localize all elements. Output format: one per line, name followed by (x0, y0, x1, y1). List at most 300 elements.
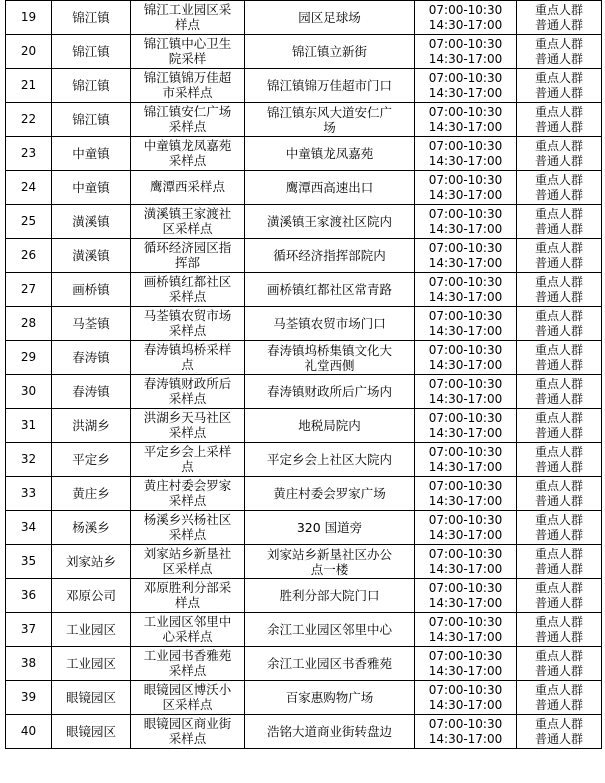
cell-hours-line: 14:30-17:00 (428, 323, 503, 338)
cell-hours (415, 715, 517, 749)
cell-target-group-line: 重点人群 (534, 70, 583, 85)
cell-site-name-line: 点 (181, 356, 194, 372)
cell-site-name (131, 375, 245, 409)
cell-number: 30 (6, 375, 52, 409)
cell-town: 中童镇 (52, 171, 131, 205)
cell-address (245, 205, 415, 239)
cell-hours-line: 14:30-17:00 (428, 629, 503, 644)
cell-town: 锦江镇 (52, 35, 131, 69)
cell-site-name-line: 采样点 (168, 118, 207, 134)
cell-site-name (131, 273, 245, 307)
cell-hours-line: 14:30-17:00 (428, 255, 503, 270)
cell-hours (415, 647, 517, 681)
cell-address (245, 545, 415, 579)
cell-address (245, 69, 415, 103)
cell-hours (415, 171, 517, 205)
cell-site-name-line: 挥部 (174, 254, 200, 270)
cell-address (245, 443, 415, 477)
cell-target-group-line: 重点人群 (534, 410, 583, 425)
cell-target-group-line: 普通人群 (534, 663, 583, 678)
cell-site-name-line: 工业园区邻里中 (143, 614, 232, 629)
cell-site-name (131, 477, 245, 511)
cell-hours (415, 273, 517, 307)
cell-target-group (517, 443, 602, 477)
cell-site-name-line: 工业园书香雅苑 (143, 648, 232, 663)
cell-target-group (517, 477, 602, 511)
table-row (6, 409, 602, 443)
cell-target-group (517, 205, 602, 239)
cell-site-name (131, 443, 245, 477)
cell-hours-line: 07:00-10:30 (428, 342, 503, 357)
cell-town: 眼镜园区 (52, 681, 131, 715)
cell-address-line: 锦江镇立新街 (291, 44, 367, 59)
cell-address (245, 1, 415, 35)
cell-target-group-line: 重点人群 (534, 138, 583, 153)
cell-hours (415, 137, 517, 171)
cell-hours-line: 14:30-17:00 (428, 17, 503, 32)
cell-hours-line: 14:30-17:00 (428, 187, 503, 202)
cell-hours-line: 14:30-17:00 (428, 119, 503, 134)
cell-target-group-line: 普通人群 (534, 459, 583, 474)
cell-address (245, 273, 415, 307)
cell-hours-line: 14:30-17:00 (428, 153, 503, 168)
cell-hours (415, 341, 517, 375)
cell-target-group-line: 重点人群 (534, 206, 583, 221)
cell-site-name-line: 院采样 (168, 50, 207, 66)
cell-hours-line: 07:00-10:30 (428, 410, 503, 425)
cell-hours-line: 07:00-10:30 (428, 308, 503, 323)
cell-address-line: 点一楼 (310, 561, 349, 577)
cell-site-name-line: 邓原胜利分部采 (143, 580, 232, 595)
cell-target-group (517, 409, 602, 443)
cell-site-name-line: 鹰潭西采样点 (149, 179, 225, 195)
cell-target-group-line: 普通人群 (534, 17, 583, 32)
cell-site-name-line: 春涛镇坞桥采样 (143, 342, 232, 357)
cell-number: 24 (6, 171, 52, 205)
table-row (6, 477, 602, 511)
cell-hours-line: 07:00-10:30 (428, 36, 503, 51)
cell-target-group (517, 579, 602, 613)
cell-site-name-line: 锦江工业园区采 (143, 2, 232, 17)
cell-hours-line: 07:00-10:30 (428, 172, 503, 187)
cell-address (245, 307, 415, 341)
cell-town: 春涛镇 (52, 341, 131, 375)
table-row (6, 375, 602, 409)
cell-number: 20 (6, 35, 52, 69)
table-row (6, 647, 602, 681)
cell-number: 23 (6, 137, 52, 171)
cell-town: 锦江镇 (52, 1, 131, 35)
cell-hours-line: 14:30-17:00 (428, 697, 503, 712)
cell-site-name (131, 409, 245, 443)
cell-target-group (517, 273, 602, 307)
cell-site-name-line: 市采样点 (162, 84, 213, 100)
cell-number: 38 (6, 647, 52, 681)
cell-hours-line: 07:00-10:30 (428, 648, 503, 663)
cell-hours-line: 07:00-10:30 (428, 274, 503, 289)
cell-site-name-line: 点 (181, 458, 194, 474)
cell-hours-line: 07:00-10:30 (428, 512, 503, 527)
cell-target-group-line: 普通人群 (534, 221, 583, 236)
cell-site-name-line: 洪湖乡天马社区 (143, 410, 232, 425)
cell-town: 洪湖乡 (52, 409, 131, 443)
cell-site-name (131, 613, 245, 647)
cell-site-name-line: 采样点 (168, 322, 207, 338)
sampling-sites-table (5, 0, 602, 749)
cell-site-name (131, 511, 245, 545)
cell-hours (415, 443, 517, 477)
cell-site-name (131, 307, 245, 341)
cell-site-name-line: 采样点 (168, 526, 207, 542)
cell-hours-line: 14:30-17:00 (428, 85, 503, 100)
table-row (6, 273, 602, 307)
cell-town: 刘家站乡 (52, 545, 131, 579)
cell-site-name (131, 205, 245, 239)
cell-site-name-line: 中童镇龙凤嘉苑 (143, 138, 232, 153)
cell-site-name-line: 采样点 (168, 390, 207, 406)
cell-target-group (517, 239, 602, 273)
cell-town: 黄庄乡 (52, 477, 131, 511)
cell-address (245, 579, 415, 613)
cell-address (245, 681, 415, 715)
cell-site-name (131, 171, 245, 205)
cell-address (245, 171, 415, 205)
cell-site-name-line: 春涛镇财政所后 (143, 376, 232, 391)
cell-hours (415, 1, 517, 35)
cell-hours-line: 07:00-10:30 (428, 444, 503, 459)
cell-hours (415, 239, 517, 273)
cell-target-group (517, 307, 602, 341)
cell-target-group-line: 重点人群 (534, 478, 583, 493)
cell-address-line: 春涛镇坞桥集镇文化大 (266, 342, 392, 358)
cell-address-line: 春涛镇财政所后广场内 (266, 384, 392, 399)
cell-address (245, 239, 415, 273)
cell-town: 春涛镇 (52, 375, 131, 409)
cell-target-group (517, 69, 602, 103)
cell-site-name-line: 循环经济园区指 (143, 240, 232, 255)
cell-address-line: 平定乡会上社区大院内 (266, 452, 392, 467)
table-row (6, 205, 602, 239)
cell-target-group-line: 普通人群 (534, 153, 583, 168)
cell-site-name (131, 579, 245, 613)
cell-target-group-line: 普通人群 (534, 425, 583, 440)
cell-site-name-line: 马荃镇农贸市场 (143, 308, 232, 323)
cell-town: 平定乡 (52, 443, 131, 477)
table-row (6, 103, 602, 137)
cell-target-group-line: 重点人群 (534, 580, 583, 595)
cell-hours-line: 14:30-17:00 (428, 595, 503, 610)
cell-hours-line: 14:30-17:00 (428, 357, 503, 372)
table-row (6, 613, 602, 647)
table-row (6, 579, 602, 613)
cell-hours (415, 375, 517, 409)
cell-hours-line: 07:00-10:30 (428, 70, 503, 85)
cell-town: 工业园区 (52, 613, 131, 647)
table-row (6, 69, 602, 103)
cell-target-group-line: 普通人群 (534, 561, 583, 576)
cell-site-name-line: 杨溪乡兴杨社区 (143, 512, 232, 527)
cell-address (245, 511, 415, 545)
cell-town: 中童镇 (52, 137, 131, 171)
cell-target-group-line: 普通人群 (534, 697, 583, 712)
cell-site-name-line: 采样点 (168, 492, 207, 508)
cell-target-group (517, 681, 602, 715)
cell-hours-line: 14:30-17:00 (428, 289, 503, 304)
cell-target-group-line: 重点人群 (534, 546, 583, 561)
cell-target-group-line: 重点人群 (534, 172, 583, 187)
cell-number: 33 (6, 477, 52, 511)
cell-target-group (517, 103, 602, 137)
cell-hours (415, 613, 517, 647)
cell-site-name (131, 35, 245, 69)
table-row (6, 137, 602, 171)
cell-site-name (131, 681, 245, 715)
table-row (6, 171, 602, 205)
cell-hours-line: 14:30-17:00 (428, 731, 503, 746)
cell-target-group (517, 715, 602, 749)
table-row (6, 715, 602, 749)
cell-hours-line: 07:00-10:30 (428, 240, 503, 255)
cell-hours-line: 14:30-17:00 (428, 561, 503, 576)
cell-site-name-line: 刘家站乡新垦社 (143, 546, 232, 561)
cell-target-group (517, 341, 602, 375)
cell-target-group-line: 普通人群 (534, 85, 583, 100)
cell-site-name (131, 239, 245, 273)
cell-target-group-line: 重点人群 (534, 376, 583, 391)
cell-address (245, 613, 415, 647)
cell-hours-line: 14:30-17:00 (428, 425, 503, 440)
cell-hours-line: 07:00-10:30 (428, 546, 503, 561)
cell-hours-line: 07:00-10:30 (428, 138, 503, 153)
cell-hours-line: 14:30-17:00 (428, 51, 503, 66)
cell-site-name (131, 647, 245, 681)
cell-site-name-line: 采样点 (168, 730, 207, 746)
cell-address (245, 715, 415, 749)
cell-address-line: 黄庄村委会罗家广场 (273, 486, 386, 501)
cell-target-group (517, 171, 602, 205)
cell-target-group-line: 普通人群 (534, 323, 583, 338)
cell-target-group-line: 重点人群 (534, 444, 583, 459)
cell-target-group (517, 545, 602, 579)
cell-hours-line: 14:30-17:00 (428, 527, 503, 542)
cell-hours (415, 409, 517, 443)
cell-address-line: 浩铭大道商业街转盘边 (266, 724, 392, 739)
cell-target-group (517, 1, 602, 35)
table-row (6, 307, 602, 341)
cell-address-line: 中童镇龙凤嘉苑 (285, 146, 374, 161)
cell-site-name-line: 采样点 (168, 288, 207, 304)
cell-target-group (517, 375, 602, 409)
cell-site-name-line: 心采样点 (162, 628, 213, 644)
table-body (6, 1, 602, 749)
cell-target-group-line: 重点人群 (534, 274, 583, 289)
cell-site-name-line: 采样点 (168, 152, 207, 168)
cell-target-group-line: 普通人群 (534, 255, 583, 270)
cell-number: 31 (6, 409, 52, 443)
table-row (6, 681, 602, 715)
cell-target-group-line: 重点人群 (534, 240, 583, 255)
cell-target-group-line: 普通人群 (534, 391, 583, 406)
cell-target-group (517, 35, 602, 69)
table-row (6, 341, 602, 375)
cell-address-line: 循环经济指挥部院内 (273, 248, 386, 263)
cell-target-group-line: 普通人群 (534, 187, 583, 202)
cell-site-name-line: 潢溪镇王家渡社 (143, 206, 232, 221)
cell-site-name-line: 区采样点 (162, 696, 213, 712)
cell-number: 40 (6, 715, 52, 749)
cell-town: 锦江镇 (52, 69, 131, 103)
cell-site-name-line: 画桥镇红都社区 (143, 274, 232, 289)
cell-target-group-line: 普通人群 (534, 493, 583, 508)
cell-hours-line: 14:30-17:00 (428, 663, 503, 678)
cell-site-name-line: 样点 (174, 16, 200, 32)
cell-address-line: 场 (323, 119, 336, 135)
cell-site-name (131, 1, 245, 35)
cell-target-group-line: 重点人群 (534, 648, 583, 663)
cell-address-line: 余江工业园区书香雅苑 (266, 656, 392, 671)
cell-address-line: 锦江镇锦万佳超市门口 (266, 78, 392, 93)
cell-target-group-line: 普通人群 (534, 527, 583, 542)
cell-target-group (517, 511, 602, 545)
cell-number: 36 (6, 579, 52, 613)
table-row (6, 239, 602, 273)
cell-address-line: 百家惠购物广场 (285, 690, 374, 705)
cell-hours (415, 103, 517, 137)
cell-target-group-line: 普通人群 (534, 357, 583, 372)
cell-hours-line: 07:00-10:30 (428, 376, 503, 391)
cell-hours (415, 35, 517, 69)
cell-hours-line: 14:30-17:00 (428, 391, 503, 406)
cell-site-name-line: 采样点 (168, 424, 207, 440)
cell-target-group-line: 重点人群 (534, 512, 583, 527)
cell-number: 25 (6, 205, 52, 239)
cell-hours-line: 07:00-10:30 (428, 614, 503, 629)
cell-site-name (131, 137, 245, 171)
cell-target-group-line: 重点人群 (534, 2, 583, 17)
cell-number: 28 (6, 307, 52, 341)
cell-site-name-line: 眼镜园区商业街 (143, 716, 232, 731)
cell-site-name-line: 眼镜园区博沃小 (143, 682, 232, 697)
cell-address (245, 477, 415, 511)
cell-target-group-line: 普通人群 (534, 595, 583, 610)
cell-address (245, 35, 415, 69)
table-row (6, 511, 602, 545)
cell-target-group-line: 普通人群 (534, 629, 583, 644)
cell-town: 工业园区 (52, 647, 131, 681)
cell-hours-line: 14:30-17:00 (428, 221, 503, 236)
cell-target-group-line: 重点人群 (534, 308, 583, 323)
cell-address (245, 341, 415, 375)
cell-hours-line: 07:00-10:30 (428, 478, 503, 493)
cell-hours-line: 07:00-10:30 (428, 716, 503, 731)
cell-hours (415, 545, 517, 579)
cell-site-name (131, 103, 245, 137)
cell-target-group (517, 137, 602, 171)
cell-hours-line: 07:00-10:30 (428, 580, 503, 595)
cell-hours (415, 477, 517, 511)
cell-town: 杨溪乡 (52, 511, 131, 545)
cell-hours (415, 511, 517, 545)
cell-address-line: 刘家站乡新垦社区办公 (266, 546, 392, 562)
cell-number: 26 (6, 239, 52, 273)
cell-number: 27 (6, 273, 52, 307)
cell-site-name-line: 锦江镇中心卫生 (143, 36, 232, 51)
cell-target-group-line: 重点人群 (534, 104, 583, 119)
cell-number: 34 (6, 511, 52, 545)
cell-address (245, 103, 415, 137)
cell-town: 潢溪镇 (52, 239, 131, 273)
cell-hours (415, 307, 517, 341)
cell-town: 马荃镇 (52, 307, 131, 341)
cell-address-line: 胜利分部大院门口 (279, 588, 380, 603)
cell-hours (415, 69, 517, 103)
cell-address-line: 地税局院内 (298, 418, 361, 433)
cell-site-name-line: 锦江镇安仁广场 (143, 104, 232, 119)
cell-target-group-line: 普通人群 (534, 289, 583, 304)
cell-town: 邓原公司 (52, 579, 131, 613)
table-row (6, 1, 602, 35)
table-row (6, 35, 602, 69)
cell-site-name (131, 545, 245, 579)
cell-site-name-line: 区采样点 (162, 220, 213, 236)
table-row (6, 443, 602, 477)
cell-address-line: 余江工业园区邻里中心 (266, 622, 392, 637)
cell-site-name (131, 715, 245, 749)
cell-number: 32 (6, 443, 52, 477)
cell-target-group-line: 重点人群 (534, 716, 583, 731)
cell-address-line: 园区足球场 (298, 10, 361, 25)
cell-hours (415, 579, 517, 613)
cell-town: 潢溪镇 (52, 205, 131, 239)
cell-target-group-line: 重点人群 (534, 614, 583, 629)
cell-number: 21 (6, 69, 52, 103)
cell-address (245, 137, 415, 171)
cell-address-line: 320 国道旁 (296, 520, 363, 535)
cell-site-name-line: 平定乡会上采样 (143, 444, 232, 459)
cell-address-line: 礼堂西侧 (304, 357, 355, 373)
cell-hours-line: 14:30-17:00 (428, 493, 503, 508)
cell-target-group (517, 613, 602, 647)
cell-address (245, 375, 415, 409)
cell-hours (415, 681, 517, 715)
cell-town: 锦江镇 (52, 103, 131, 137)
cell-address-line: 锦江镇东风大道安仁广 (266, 104, 392, 120)
cell-address-line: 潢溪镇王家渡社区院内 (266, 214, 392, 229)
cell-number: 39 (6, 681, 52, 715)
cell-target-group-line: 普通人群 (534, 51, 583, 66)
cell-address (245, 647, 415, 681)
cell-hours-line: 07:00-10:30 (428, 682, 503, 697)
cell-target-group-line: 普通人群 (534, 119, 583, 134)
cell-target-group-line: 重点人群 (534, 342, 583, 357)
cell-hours-line: 14:30-17:00 (428, 459, 503, 474)
cell-town: 眼镜园区 (52, 715, 131, 749)
cell-site-name-line: 锦江镇锦万佳超 (143, 70, 232, 85)
cell-site-name-line: 区采样点 (162, 560, 213, 576)
cell-site-name (131, 341, 245, 375)
cell-address-line: 画桥镇红都社区常青路 (266, 282, 392, 297)
cell-target-group-line: 普通人群 (534, 731, 583, 746)
cell-target-group-line: 重点人群 (534, 36, 583, 51)
cell-address (245, 409, 415, 443)
cell-target-group (517, 647, 602, 681)
cell-hours-line: 07:00-10:30 (428, 104, 503, 119)
cell-target-group-line: 重点人群 (534, 682, 583, 697)
cell-site-name-line: 黄庄村委会罗家 (143, 478, 232, 493)
cell-address-line: 马荃镇农贸市场门口 (273, 316, 386, 331)
cell-site-name-line: 样点 (174, 594, 200, 610)
cell-hours-line: 07:00-10:30 (428, 206, 503, 221)
